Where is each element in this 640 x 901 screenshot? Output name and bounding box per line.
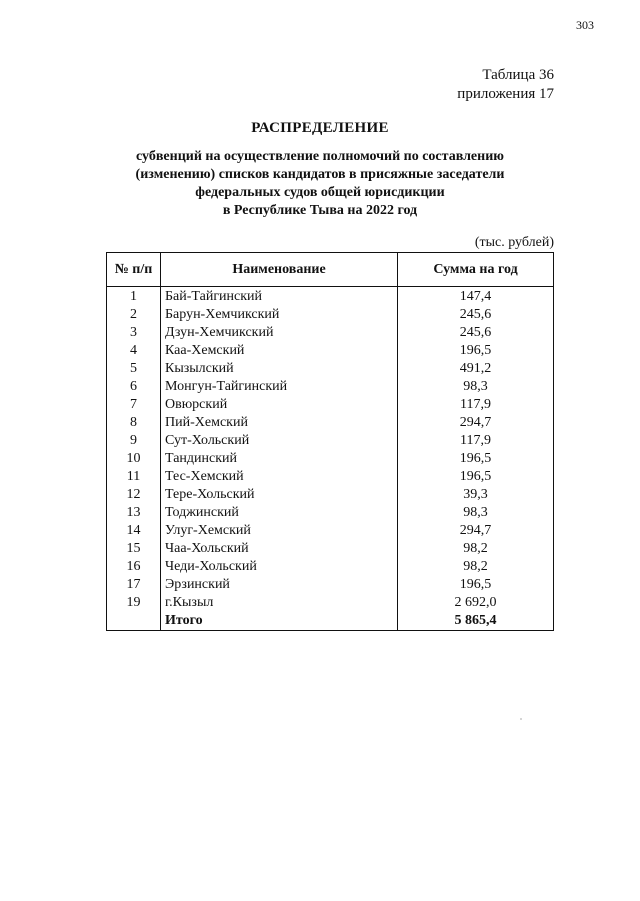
row-sum-cell: 294,7 bbox=[398, 414, 554, 432]
row-number-cell: 5 bbox=[107, 360, 161, 378]
table-row bbox=[107, 306, 554, 324]
row-number-cell: 10 bbox=[107, 450, 161, 468]
table-row bbox=[107, 324, 554, 342]
row-sum-cell: 98,2 bbox=[398, 540, 554, 558]
row-sum-cell: 2 692,0 bbox=[398, 594, 554, 612]
row-number-cell: 19 bbox=[107, 594, 161, 612]
table-row bbox=[107, 414, 554, 432]
row-number-cell: 1 bbox=[107, 287, 161, 307]
table-row bbox=[107, 504, 554, 522]
row-sum-cell: 196,5 bbox=[398, 342, 554, 360]
table-row bbox=[107, 540, 554, 558]
row-number-cell: 4 bbox=[107, 342, 161, 360]
row-sum-cell: 196,5 bbox=[398, 576, 554, 594]
row-name-cell: Тере-Хольский bbox=[161, 486, 398, 504]
table-reference bbox=[457, 66, 554, 104]
row-number-cell: 12 bbox=[107, 486, 161, 504]
subtitle-line-2: (изменению) списков кандидатов в присяжные заседатели bbox=[135, 167, 505, 182]
distribution-table-container bbox=[106, 252, 554, 631]
row-number-cell: 13 bbox=[107, 504, 161, 522]
row-sum-cell: 39,3 bbox=[398, 486, 554, 504]
table-body bbox=[107, 287, 554, 631]
row-name-cell: Эрзинский bbox=[161, 576, 398, 594]
units-label: (тыс. рублей) bbox=[474, 235, 554, 250]
row-name-cell: Кызылский bbox=[161, 360, 398, 378]
row-sum-cell: 294,7 bbox=[398, 522, 554, 540]
row-name-cell: Чеди-Хольский bbox=[161, 558, 398, 576]
row-name-cell: Тес-Хемский bbox=[161, 468, 398, 486]
row-name-cell: Пий-Хемский bbox=[161, 414, 398, 432]
scan-speck bbox=[520, 718, 522, 720]
table-row bbox=[107, 486, 554, 504]
row-sum-cell: 98,3 bbox=[398, 504, 554, 522]
row-number-cell: 15 bbox=[107, 540, 161, 558]
total-row-sum-cell: 5 865,4 bbox=[398, 612, 554, 631]
total-row-number-cell bbox=[107, 612, 161, 631]
table-row bbox=[107, 468, 554, 486]
row-number-cell: 11 bbox=[107, 468, 161, 486]
row-name-cell: Сут-Хольский bbox=[161, 432, 398, 450]
table-reference-line-1: Таблица 36 bbox=[482, 67, 554, 83]
table-total-row bbox=[107, 612, 554, 631]
row-number-cell: 7 bbox=[107, 396, 161, 414]
subtitle-line-1: субвенций на осуществление полномочий по составлению bbox=[136, 149, 504, 164]
document-title: РАСПРЕДЕЛЕНИЕ bbox=[251, 120, 389, 136]
table-row bbox=[107, 594, 554, 612]
table-row bbox=[107, 360, 554, 378]
row-name-cell: Дзун-Хемчикский bbox=[161, 324, 398, 342]
row-sum-cell: 98,3 bbox=[398, 378, 554, 396]
table-header-row bbox=[107, 253, 554, 287]
row-name-cell: Барун-Хемчикский bbox=[161, 306, 398, 324]
row-sum-cell: 117,9 bbox=[398, 432, 554, 450]
row-name-cell: Каа-Хемский bbox=[161, 342, 398, 360]
subtitle-line-3: федеральных судов общей юрисдикции bbox=[195, 185, 445, 200]
table-row bbox=[107, 522, 554, 540]
row-sum-cell: 196,5 bbox=[398, 450, 554, 468]
row-sum-cell: 147,4 bbox=[398, 287, 554, 307]
total-row-name-cell: Итого bbox=[161, 612, 398, 631]
row-number-cell: 14 bbox=[107, 522, 161, 540]
document-subtitle bbox=[0, 148, 640, 220]
row-number-cell: 9 bbox=[107, 432, 161, 450]
distribution-table bbox=[106, 252, 554, 631]
row-name-cell: Улуг-Хемский bbox=[161, 522, 398, 540]
header-sum: Сумма на год bbox=[398, 253, 554, 287]
table-row bbox=[107, 342, 554, 360]
table-row bbox=[107, 432, 554, 450]
row-sum-cell: 245,6 bbox=[398, 324, 554, 342]
table-row bbox=[107, 576, 554, 594]
table-row bbox=[107, 287, 554, 307]
subtitle-line-4: в Республике Тыва на 2022 год bbox=[222, 203, 418, 218]
table-row bbox=[107, 450, 554, 468]
row-sum-cell: 245,6 bbox=[398, 306, 554, 324]
row-number-cell: 16 bbox=[107, 558, 161, 576]
table-row bbox=[107, 396, 554, 414]
row-sum-cell: 491,2 bbox=[398, 360, 554, 378]
row-number-cell: 8 bbox=[107, 414, 161, 432]
row-sum-cell: 117,9 bbox=[398, 396, 554, 414]
row-sum-cell: 98,2 bbox=[398, 558, 554, 576]
table-row bbox=[107, 558, 554, 576]
row-number-cell: 17 bbox=[107, 576, 161, 594]
table-row bbox=[107, 378, 554, 396]
row-name-cell: Овюрский bbox=[161, 396, 398, 414]
page-number: 303 bbox=[576, 18, 594, 32]
row-number-cell: 2 bbox=[107, 306, 161, 324]
header-name: Наименование bbox=[161, 253, 398, 287]
row-name-cell: Тоджинский bbox=[161, 504, 398, 522]
row-sum-cell: 196,5 bbox=[398, 468, 554, 486]
header-number: № п/п bbox=[107, 253, 161, 287]
row-name-cell: Бай-Тайгинский bbox=[161, 287, 398, 307]
table-reference-line-2: приложения 17 bbox=[457, 86, 554, 102]
row-name-cell: Тандинский bbox=[161, 450, 398, 468]
row-name-cell: г.Кызыл bbox=[161, 594, 398, 612]
row-name-cell: Чаа-Хольский bbox=[161, 540, 398, 558]
row-number-cell: 3 bbox=[107, 324, 161, 342]
row-number-cell: 6 bbox=[107, 378, 161, 396]
row-name-cell: Монгун-Тайгинский bbox=[161, 378, 398, 396]
